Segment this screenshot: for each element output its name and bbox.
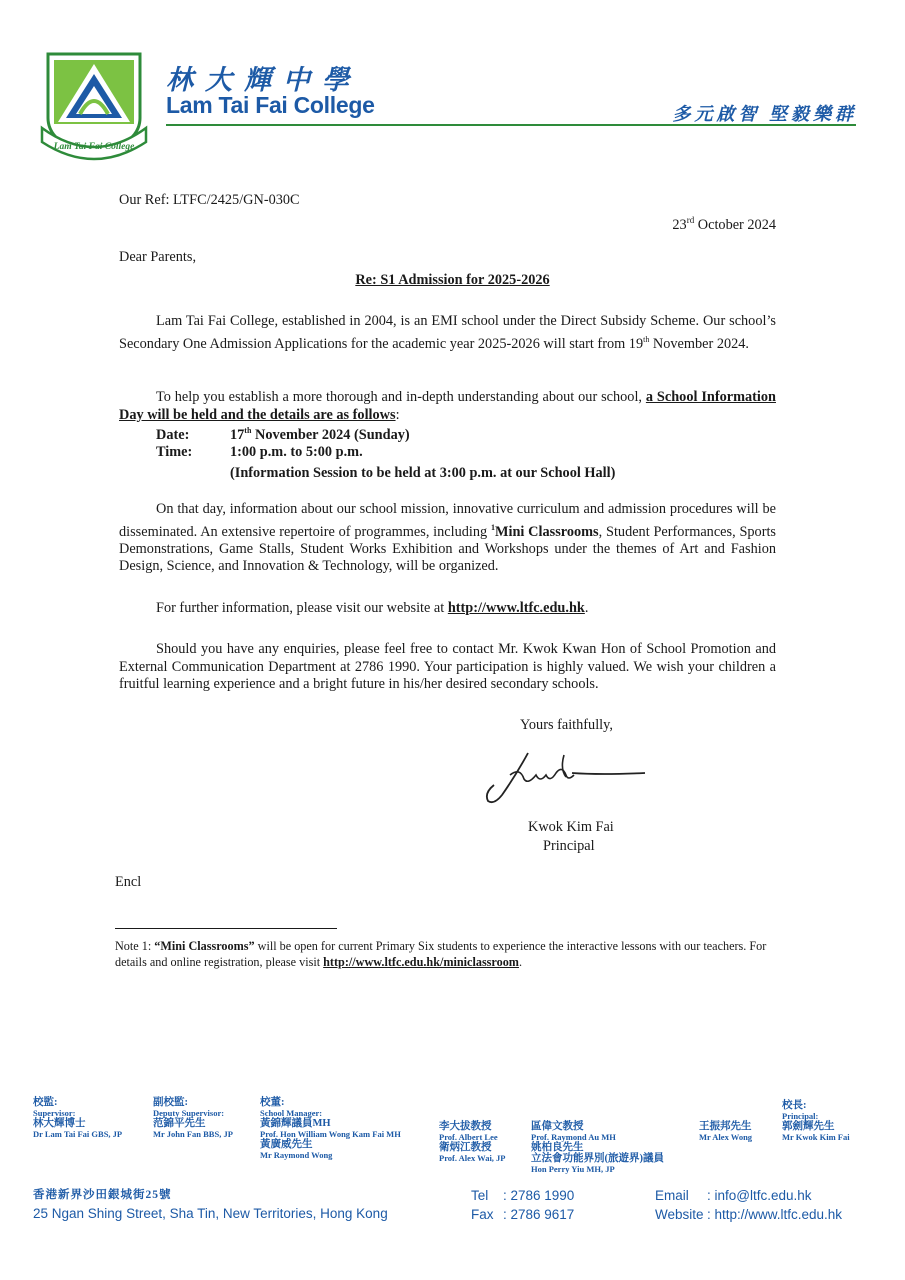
- footnote: Note 1: “Mini Classrooms” will be open for current Primary Six students to experience the interactive lessons with our teachers. For details and online registration, please visit http://www.ltfc.edu.hk/miniclassroom.: [115, 939, 767, 969]
- fax: Fax : 2786 9617: [471, 1207, 575, 1222]
- footer-website-link[interactable]: : http://www.ltfc.edu.hk: [707, 1207, 843, 1222]
- school-logo: [36, 48, 152, 166]
- header-divider: [166, 124, 856, 126]
- paragraph-info-day: To help you establish a more thorough and in-depth understanding about our school, a School Information Day will be held and the details are as follows:: [119, 389, 776, 423]
- manager-au-yiu: 區偉文教授 Prof. Raymond Au MH 姚柏良先生 立法會功能界別(旅遊界)議員 Hon Perry Yiu MH, JP: [531, 1121, 664, 1174]
- school-name-english: Lam Tai Fai College: [166, 92, 375, 118]
- event-date-row: Date: 17th November 2024 (Sunday): [156, 426, 410, 443]
- school-motto: 多元啟智 堅毅樂群: [672, 104, 857, 124]
- supervisor-block: 校監: Supervisor: 林大輝博士 Dr Lam Tai Fai GBS, JP: [33, 1097, 123, 1139]
- principal-block: 校長: Principal: 郭劍輝先生 Mr Kwok Kim Fai: [782, 1100, 850, 1142]
- manager-wong: 王振邦先生 Mr Alex Wong: [699, 1121, 753, 1142]
- paragraph-programmes: On that day, information about our school mission, innovative curriculum and admission procedures will be disseminated. An extensive repertoire of programmes, including $^1$Mini Classrooms, Student Performances, Sports Demonstrations, Game Stalls, Student Works Exhibition and Workshops under the themes of Art and Fashion Design, Science, and Innovation & Technology, will be organized.: [119, 501, 776, 575]
- reference-number: Our Ref: LTFC/2425/GN-030C: [119, 192, 300, 208]
- paragraph-intro: Lam Tai Fai College, established in 2004, is an EMI school under the Direct Subsidy Scheme. Our school’s Secondary One Admission Applications for the academic year 2025-2026 will start from 19th November 2024.: [119, 313, 776, 352]
- event-time-row: Time: 1:00 p.m. to 5:00 p.m.: [156, 444, 363, 460]
- closing: Yours faithfully,: [520, 717, 613, 733]
- address-english: 25 Ngan Shing Street, Sha Tin, New Territories, Hong Kong: [33, 1206, 388, 1221]
- paragraph-enquiries: Should you have any enquiries, please feel free to contact Mr. Kwok Kwan Hon of School Promotion and External Communication Department at 2786 1990. Your participation is highly valued. We wish your children a fruitful learning experience and a bright future in his/her desired secondary schools.: [119, 641, 776, 692]
- school-name-chinese: 林大輝中學: [166, 65, 361, 95]
- paragraph-website: For further information, please visit our website at http://www.ltfc.edu.hk.: [156, 600, 589, 616]
- event-session-note: (Information Session to be held at 3:00 p.m. at our School Hall): [230, 465, 616, 481]
- email: Email : info@ltfc.edu.hk: [655, 1188, 812, 1203]
- website-link[interactable]: http://www.ltfc.edu.hk: [447, 600, 585, 616]
- school-manager-block: 校董: School Manager: 黃錦輝議員MH Prof. Hon William Wong Kam Fai MH 黃廣威先生 Mr Raymond Wong: [260, 1097, 401, 1160]
- signer-name: Kwok Kim Fai: [528, 819, 614, 835]
- miniclassroom-link[interactable]: http://www.ltfc.edu.hk/miniclassroom: [323, 955, 519, 969]
- letter-subject: Re: S1 Admission for 2025-2026: [355, 272, 550, 288]
- letter-date: 23rd October 2024: [672, 215, 776, 233]
- address-chinese: 香港新界沙田銀城街25號: [33, 1189, 172, 1201]
- signer-title: Principal: [543, 838, 595, 854]
- footnote-divider: [115, 928, 337, 929]
- deputy-supervisor-block: 副校監: Deputy Supervisor: 范錦平先生 Mr John Fan BBS, JP: [153, 1097, 233, 1139]
- enclosure-label: Encl: [115, 874, 142, 890]
- logo-text: Lam Tai Fai College: [53, 142, 135, 152]
- manager-lee-wai: 李大拔教授 Prof. Albert Lee 衛炳江教授 Prof. Alex Wai, JP: [439, 1121, 506, 1163]
- principal-signature: [480, 745, 650, 810]
- email-link[interactable]: : info@ltfc.edu.hk: [707, 1188, 812, 1203]
- website: Website : http://www.ltfc.edu.hk: [655, 1207, 843, 1222]
- telephone: Tel : 2786 1990: [471, 1188, 575, 1203]
- salutation: Dear Parents,: [119, 249, 197, 265]
